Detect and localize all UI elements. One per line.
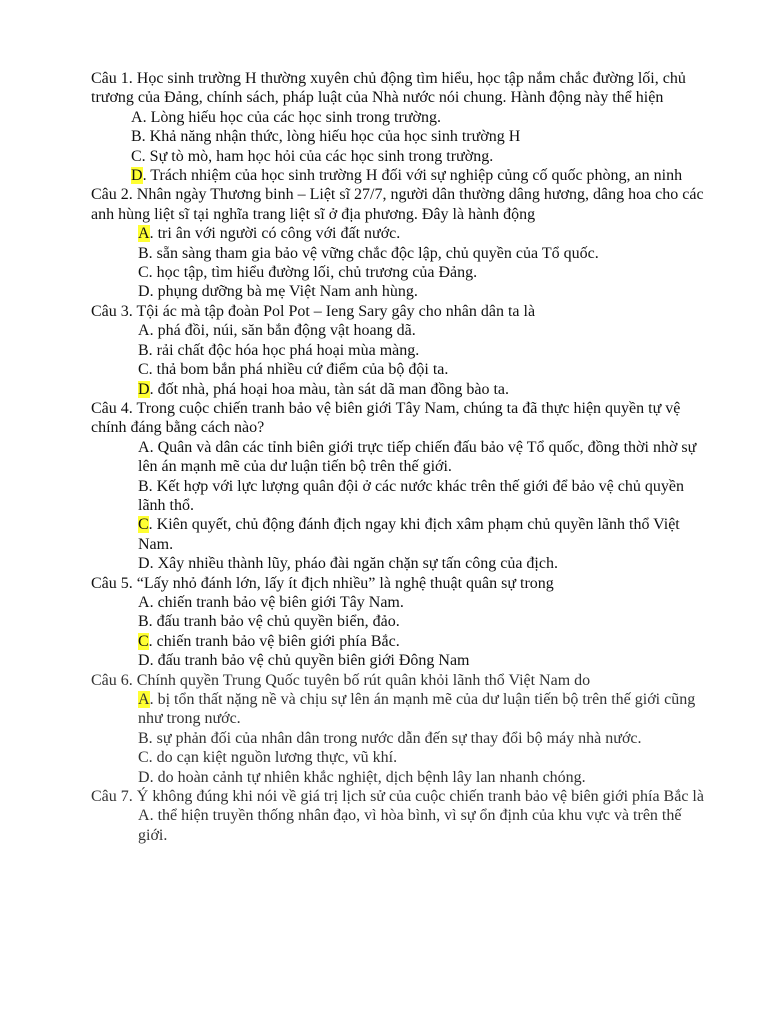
option-text: . Lòng hiếu học của các học sinh trong trường. [142,108,441,126]
option-letter: C [138,361,149,379]
option-text: . đốt nhà, phá hoại hoa màu, tàn sát dã man đồng bào ta. [149,380,510,398]
option-letter: A [131,108,143,126]
option-c [91,748,711,767]
option-d [91,380,711,399]
question-4 [91,399,711,574]
option-text: . rải chất độc hóa học phá hoại mùa màng. [148,341,420,359]
question-1 [91,69,711,185]
option-text: . do hoàn cảnh tự nhiên khắc nghiệt, dịch bệnh lây lan nhanh chóng. [149,768,586,786]
question-7 [91,787,711,845]
option-d [91,554,711,573]
option-letter-highlighted: A [138,225,150,243]
option-letter: B [138,244,149,262]
question-6 [91,671,711,787]
option-text: . sự phản đối của nhân dân trong nước dẫn đến sự thay đổi bộ máy nhà nước. [148,729,642,747]
option-letter: D [138,768,150,786]
question-stem: Câu 2. Nhân ngày Thương binh – Liệt sĩ 27/7, người dân thường dâng hương, dâng hoa cho các anh hùng liệt sĩ tại nghĩa trang liệt sĩ ở địa phương. Đây là hành động [91,186,704,223]
question-stem: Câu 1. Học sinh trường H thường xuyên chủ động tìm hiểu, học tập nắm chắc đường lối, chủ trương của Đảng, chính sách, pháp luật của Nhà nước nói chung. Hành động này thể hiện [91,70,686,107]
option-d [91,282,711,301]
option-letter: D [138,555,150,573]
option-text: . Kết hợp với lực lượng quân đội ở các nước khác trên thế giới để bảo vệ chủ quyền lãnh thổ. [138,477,684,514]
option-letter-highlighted: C [138,516,149,534]
option-text: . chiến tranh bảo vệ biên giới Tây Nam. [149,593,404,611]
option-b [91,612,711,631]
option-c [91,263,711,282]
option-c [91,360,711,379]
option-a [91,690,711,729]
option-letter-highlighted: C [138,632,149,650]
option-text: . do cạn kiệt nguồn lương thực, vũ khí. [148,749,398,767]
option-text: . Quân và dân các tỉnh biên giới trực tiếp chiến đấu bảo vệ Tổ quốc, đồng thời nhờ sự lên án mạnh mẽ của dư luận tiến bộ trên thế giới. [138,438,697,476]
option-text: . phụng dưỡng bà mẹ Việt Nam anh hùng. [149,283,418,301]
option-a [91,321,711,340]
option-text: . bị tổn thất nặng nề và chịu sự lên án mạnh mẽ của dư luận tiến bộ trên thế giới cũng như trong nước. [138,691,696,728]
option-b [91,729,711,748]
option-text: . đấu tranh bảo vệ chủ quyền biển, đảo. [148,613,400,631]
question-stem: Câu 5. “Lấy nhỏ đánh lớn, lấy ít địch nhiều” là nghệ thuật quân sự trong [91,574,554,592]
question-3 [91,302,711,399]
option-b [91,244,711,263]
option-text: . đấu tranh bảo vệ chủ quyền biên giới Đông Nam [149,652,470,670]
question-stem: Câu 7. Ý không đúng khi nói về giá trị lịch sử của cuộc chiến tranh bảo vệ biên giới phía Bắc là [91,788,704,806]
option-a [91,438,711,477]
option-text: . Kiên quyết, chủ động đánh địch ngay khi địch xâm phạm chủ quyền lãnh thổ Việt Nam. [138,516,680,553]
option-letter: B [138,477,149,495]
option-a [91,224,711,243]
option-text: . thể hiện truyền thống nhân đạo, vì hòa bình, vì sự ổn định của khu vực và trên thế giới. [138,807,682,844]
option-c [91,147,711,166]
question-2 [91,185,711,301]
option-c [91,632,711,651]
option-text: . Trách nhiệm của học sinh trường H đối với sự nghiệp củng cố quốc phòng, an ninh [142,167,683,185]
option-d [91,651,711,670]
option-text: . thả bom bắn phá nhiều cứ điểm của bộ đội ta. [148,361,449,379]
option-letter: A [138,593,150,611]
option-text: . Khả năng nhận thức, lòng hiếu học của học sinh trường H [141,128,521,146]
option-letter: A [138,322,150,340]
option-text: . chiến tranh bảo vệ biên giới phía Bắc. [148,632,400,650]
question-stem: Câu 3. Tội ác mà tập đoàn Pol Pot – Ieng Sary gây cho nhân dân ta là [91,302,536,320]
option-letter: B [138,729,149,747]
option-a [91,108,711,127]
option-text: . Xây nhiều thành lũy, pháo đài ngăn chặn sự tấn công của địch. [149,555,558,573]
option-letter: A [138,807,150,825]
option-d [91,166,711,185]
option-letter-highlighted: D [138,380,150,398]
option-letter: D [138,652,150,670]
option-d [91,768,711,787]
option-letter: D [138,283,150,301]
option-text: . học tập, tìm hiểu đường lối, chủ trương của Đảng. [148,264,478,282]
option-letter: B [138,341,149,359]
option-letter: A [138,438,150,456]
option-a [91,806,711,845]
question-5 [91,574,711,671]
question-stem: Câu 4. Trong cuộc chiến tranh bảo vệ biên giới Tây Nam, chúng ta đã thực hiện quyền tự vệ chính đáng bằng cách nào? [91,399,681,437]
option-b [91,341,711,360]
option-b [91,477,711,516]
option-b [91,127,711,146]
option-letter: B [131,128,142,146]
option-letter: C [131,147,142,165]
option-text: . phá đồi, núi, săn bắn động vật hoang dã. [149,322,416,340]
option-letter: C [138,749,149,767]
option-text: . tri ân với người có công với đất nước. [149,225,401,243]
question-stem: Câu 6. Chính quyền Trung Quốc tuyên bố rút quân khỏi lãnh thổ Việt Nam do [91,671,591,689]
option-letter: C [138,264,149,282]
option-letter: B [138,613,149,631]
option-c [91,515,711,554]
document-page [91,69,711,845]
option-text: . Sự tò mò, ham học hỏi của các học sinh trong trường. [141,147,494,165]
option-letter-highlighted: A [138,691,150,708]
option-text: . sẵn sàng tham gia bảo vệ vững chắc độc lập, chủ quyền của Tổ quốc. [148,244,599,262]
option-a [91,593,711,612]
option-letter-highlighted: D [131,167,143,185]
